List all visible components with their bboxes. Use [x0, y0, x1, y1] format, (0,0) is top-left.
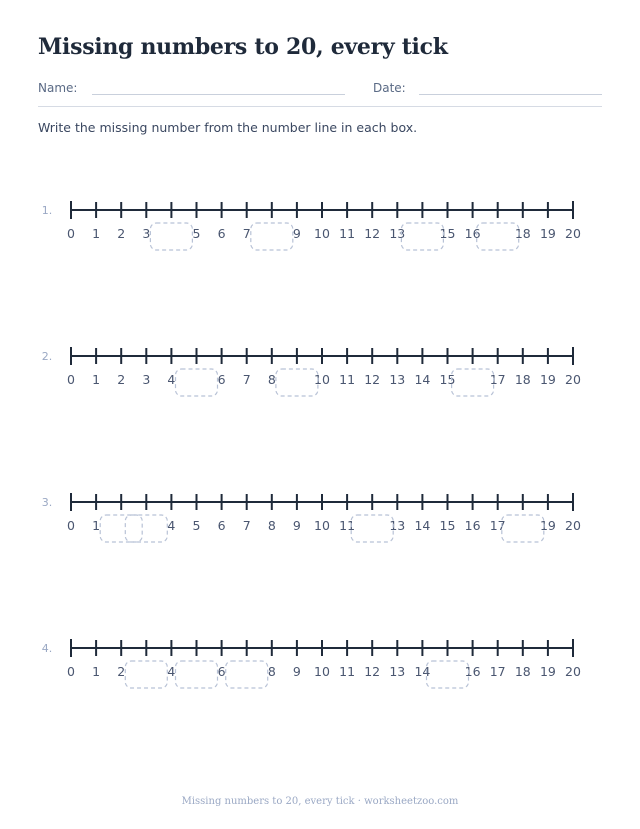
tick-label: 15 [439, 226, 456, 241]
tick-label: 6 [217, 664, 226, 679]
answer-box[interactable] [251, 223, 293, 250]
tick-label: 8 [267, 664, 276, 679]
tick-label: 12 [364, 226, 381, 241]
answer-box[interactable] [226, 661, 268, 688]
answer-box[interactable] [351, 515, 393, 542]
tick-label: 19 [539, 226, 556, 241]
answer-box[interactable] [477, 223, 519, 250]
tick-label: 14 [414, 372, 431, 387]
tick-label: 0 [67, 226, 75, 241]
tick-label: 15 [439, 518, 456, 533]
question-number: 3. [41, 496, 53, 509]
tick-label: 6 [217, 518, 226, 533]
tick-label: 20 [565, 664, 581, 679]
tick-label: 3 [142, 226, 151, 241]
tick-label: 11 [339, 664, 356, 679]
tick-label: 17 [489, 664, 506, 679]
tick-label: 6 [217, 372, 226, 387]
worksheet-title: Missing numbers to 20, every tick [38, 34, 448, 60]
tick-label: 17 [489, 518, 506, 533]
tick-label: 13 [389, 226, 406, 241]
tick-label: 1 [92, 372, 101, 387]
tick-label: 11 [339, 226, 356, 241]
tick-label: 7 [242, 226, 251, 241]
answer-box[interactable] [502, 515, 544, 542]
tick-label: 7 [242, 372, 251, 387]
answer-box[interactable] [276, 369, 318, 396]
tick-label: 11 [339, 372, 356, 387]
tick-label: 4 [167, 518, 176, 533]
question-number: 1. [41, 204, 53, 217]
tick-label: 14 [414, 664, 431, 679]
tick-label: 12 [364, 372, 381, 387]
tick-label: 1 [92, 518, 101, 533]
tick-label: 13 [389, 664, 406, 679]
tick-label: 10 [314, 664, 330, 679]
tick-label: 10 [314, 226, 330, 241]
instructions-text: Write the missing number from the number line in each box. [38, 120, 418, 135]
tick-label: 16 [464, 664, 481, 679]
tick-label: 7 [242, 518, 251, 533]
tick-label: 6 [217, 226, 226, 241]
tick-label: 20 [565, 518, 581, 533]
tick-label: 2 [117, 226, 126, 241]
tick-label: 8 [267, 372, 276, 387]
tick-label: 10 [314, 372, 330, 387]
name-label: Name: [38, 81, 78, 95]
answer-box[interactable] [452, 369, 494, 396]
tick-label: 20 [565, 372, 581, 387]
answer-box[interactable] [427, 661, 469, 688]
answer-box[interactable] [401, 223, 443, 250]
answer-box[interactable] [125, 515, 167, 542]
tick-label: 17 [489, 372, 506, 387]
answer-box[interactable] [125, 661, 167, 688]
tick-label: 9 [292, 664, 301, 679]
tick-label: 4 [167, 664, 176, 679]
tick-label: 15 [439, 372, 456, 387]
tick-label: 5 [192, 518, 201, 533]
tick-label: 19 [539, 372, 556, 387]
footer-text: Missing numbers to 20, every tick · worksheetzoo.com [181, 796, 459, 807]
tick-label: 0 [67, 664, 75, 679]
tick-label: 4 [167, 372, 176, 387]
tick-label: 0 [67, 518, 75, 533]
answer-box[interactable] [176, 369, 218, 396]
question-number: 4. [41, 642, 53, 655]
tick-label: 16 [464, 226, 481, 241]
answer-box[interactable] [176, 661, 218, 688]
tick-label: 1 [92, 226, 101, 241]
tick-label: 13 [389, 372, 406, 387]
tick-label: 19 [539, 664, 556, 679]
tick-label: 2 [117, 664, 126, 679]
tick-label: 11 [339, 518, 356, 533]
question-number: 2. [41, 350, 53, 363]
tick-label: 1 [92, 664, 101, 679]
answer-box[interactable] [150, 223, 192, 250]
tick-label: 18 [514, 226, 531, 241]
tick-label: 14 [414, 518, 431, 533]
tick-label: 9 [292, 226, 301, 241]
tick-label: 9 [292, 518, 301, 533]
tick-label: 13 [389, 518, 406, 533]
tick-label: 10 [314, 518, 330, 533]
tick-label: 8 [267, 518, 276, 533]
tick-label: 19 [539, 518, 556, 533]
tick-label: 5 [192, 226, 201, 241]
tick-label: 16 [464, 518, 481, 533]
tick-label: 18 [514, 372, 531, 387]
tick-label: 3 [142, 372, 151, 387]
tick-label: 18 [514, 664, 531, 679]
tick-label: 0 [67, 372, 75, 387]
tick-label: 2 [117, 372, 126, 387]
date-label: Date: [373, 81, 406, 95]
tick-label: 12 [364, 664, 381, 679]
tick-label: 20 [565, 226, 581, 241]
